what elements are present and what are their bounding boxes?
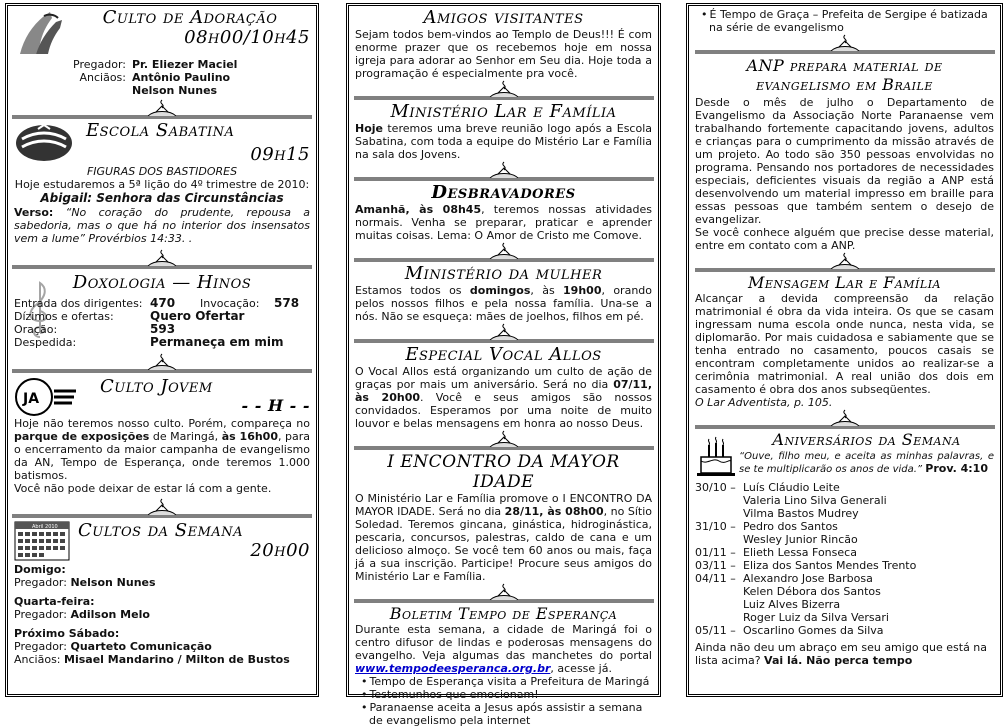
escola-intro: Hoje estudaremos a 5ª lição do 4º trimestre de 2010:: [14, 178, 310, 191]
anp-title: ANP prepara material de evangelismo em Braile: [746, 56, 943, 94]
list-item: 05/11 – Oscarlino Gomes da Silva: [695, 624, 884, 637]
culto-jovem-text: Hoje não teremos nosso culto. Porém, compareça no parque de exposições de Maringá, às 16h00, para o encerramento da maior campanha de evangelismo da AN, Tempo de Esperança, onde teremos 1.000 batismos.: [14, 417, 310, 482]
list-item: • Testemunhos que emocionam!: [355, 688, 652, 701]
bible-lamp-divider: [355, 583, 652, 605]
pregador-label: Pregador:: [14, 608, 67, 621]
culto-jovem-text2: Você não pode deixar de estar lá com a gente.: [14, 482, 272, 495]
culto-jovem-section: [14, 377, 310, 417]
anp-text2: Se você conhece alguém que precise desse material, entre em contato com a ANP.: [695, 226, 994, 252]
list-item: 04/11 – Alexandro Jose Barbosa: [695, 572, 873, 585]
escola-sabatina-section: [14, 121, 310, 165]
portal-link[interactable]: www.tempodeesperanca.org.br: [355, 662, 551, 675]
anciao-name: Nelson Nunes: [132, 84, 218, 97]
list-item: • Tempo de Esperança visita a Prefeitura de Maringá: [355, 675, 652, 688]
domingo-pregador: Nelson Nunes: [70, 576, 156, 589]
verso-paragraph: [14, 206, 310, 245]
cultos-semana-section: [14, 521, 310, 561]
bible-lamp-divider: [14, 495, 310, 521]
desbravadores-text: Amanhã, às 08h45, teremos nossas atividades normais. Venha se preparar, praticar e aprender muitas coisas. Lema: O Amor de Cristo me Comove.: [355, 203, 652, 242]
amigos-title: Amigos visitantes: [423, 7, 584, 28]
verso-label: Verso:: [14, 206, 54, 219]
list-item: 31/10 – Pedro dos Santos: [695, 520, 838, 533]
calendar-icon: [14, 521, 72, 561]
boletim-list: [355, 675, 652, 727]
oracao-hymn: 593: [150, 322, 176, 336]
dizimos-hymn: Quero Ofertar: [150, 309, 245, 323]
especial-vocal-title: Especial Vocal Allos: [405, 344, 602, 365]
ja-logo-text: JA: [23, 391, 40, 407]
oracao-label: Oração:: [14, 323, 58, 336]
music-clef-icon: [24, 279, 54, 339]
pregador-name: Pr. Eliezer Maciel: [132, 58, 238, 71]
sabado-label: Próximo Sábado:: [14, 627, 120, 640]
bible-lamp-divider: [355, 80, 652, 102]
culto-adoracao-time: 08h00/10h45: [184, 27, 310, 48]
encontro-title: I ENCONTRO DA MAYOR IDADE: [387, 452, 620, 492]
aniversarios-header: [695, 431, 994, 477]
ministerio-mulher-text: Estamos todos os domingos, às 19h00, orando pelos nossos filhos e pela nossa família. Una-se a nós. Não se esqueça: mães de joelhos, filhos em pé.: [355, 284, 652, 323]
mensagem-source: O Lar Adventista, p. 105.: [695, 396, 833, 409]
anp-text: Desde o mês de julho o Departamento de Evangelismo da Associação Norte Paranaense vem trabalhando fortemente capacitando jovens, adultos e crianças para o cumprimento da missão através de um projeto. Ao todo são 350 pessoas envolvidas no programa. Pensando nos portadores de necessidades especiais, deficientes visuais da região a ANP está desenvolvendo um material impresso em braille para essas pessoas que também sentem o desejo de evangelizar.: [695, 96, 994, 226]
cultos-semana-title: Cultos da Semana: [78, 520, 244, 541]
bible-lamp-divider: [695, 252, 994, 274]
culto-jovem-time: - - H - -: [241, 396, 310, 415]
church-logo-icon: [14, 121, 76, 163]
invocacao-hymn: 578: [274, 296, 300, 310]
mensagem-title: Mensagem Lar e Família: [748, 273, 941, 292]
aniversarios-footer: Ainda não deu um abraço em seu amigo que está na lista acima? Vai lá. Não perca tempo: [695, 641, 988, 667]
list-item: 03/11 – Eliza dos Santos Mendes Trento: [695, 559, 917, 572]
column-middle: [346, 3, 661, 727]
mensagem-text: Alcançar a devida compreensão da relação matrimonial é obra da vida inteira. Os que se casam ingressam numa escola onde nunca, nesta vida, se diplomarão. Por mais cuidadosa e sabiamente que se tenha entrado no casamento, poucos casais se encontram completamente unidos ao realizar-se a cerimônia matrimonial. A real união dos dois em casamento é obra dos anos subseqüentes.: [695, 292, 994, 396]
especial-vocal-text: O Vocal Allos está organizando um culto de ação de graças por mais um aniversário. Será no dia 07/11, às 20h00. Você e seus amigos são nossos convidados. Esperamos por uma noite de muito louvor e belas mensagens em honra ao nosso Deus.: [355, 365, 652, 430]
praying-hands-icon: [14, 8, 70, 58]
escola-sabatina-time: 09h15: [250, 144, 310, 165]
bible-lamp-divider: [355, 161, 652, 183]
list-item: Vilma Bastos Mudrey: [743, 507, 859, 520]
encontro-text: O Ministério Lar e Família promove o I ENCONTRO DA MAYOR IDADE. Será no dia 28/11, às 08h00, no Sítio Soledad. Teremos gincana, ginástica, hidroginástica, pescaria, concursos, palestras, caldo de cana e um delicioso almoço. Se você tem 60 anos ou mais, faça já a sua inscrição. Participe! Procure seus amigos do Ministério Lar e Família.: [355, 492, 653, 583]
list-item: Kelen Débora dos Santos: [743, 585, 881, 598]
desbravadores-title: Desbravadores: [431, 182, 576, 203]
despedida-hymn: Permaneça em mim: [150, 335, 284, 349]
dizimos-label: Dízimos e ofertas:: [14, 310, 114, 323]
quarta-label: Quarta-feira:: [14, 595, 95, 608]
ja-logo-icon: [14, 377, 80, 417]
escola-sabatina-title: Escola Sabatina: [86, 120, 235, 141]
boletim-title: Boletim Tempo de Esperança: [389, 604, 618, 623]
pregador-label: Pregador:: [14, 640, 67, 653]
list-item: Valeria Lino Silva Generali: [743, 494, 887, 507]
culto-adoracao-title: Culto de Adoração: [102, 7, 278, 28]
aniversarios-quote: “Ouve, filho meu, e aceita as minhas palavras, e se te multiplicarão os anos de vida.” Prov. 4:10: [739, 451, 994, 475]
verso-text: “No coração do prudente, repousa a sabedoria, mas o que há no interior dos insensatos vem a lume” Provérbios 14:33. .: [14, 206, 311, 245]
list-item: • Paranaense aceita a Jesus após assistir a semana de evangelismo pela internet: [355, 701, 652, 727]
lesson-title: Abigail: Senhora das Circunstâncias: [40, 191, 284, 205]
column-right: [686, 3, 1003, 697]
pregador-label: Pregador:: [14, 576, 67, 589]
bible-lamp-divider: [355, 430, 652, 452]
ministerio-lar-text: Hoje teremos uma breve reunião logo após a Escola Sabatina, com toda a equipe do Mistério Lar e Família na sala dos Jovens.: [355, 122, 653, 161]
domingo-label: Domigo:: [14, 563, 66, 576]
culto-adoracao-section: [14, 8, 310, 58]
anciao-name: Antônio Paulino: [132, 71, 231, 84]
list-item: Roger Luiz da Silva Versari: [743, 611, 889, 624]
sabado-ancioes: Misael Mandarino / Milton de Bustos: [64, 653, 290, 666]
cultos-semana-time: 20h00: [250, 540, 310, 561]
bible-lamp-divider: [14, 245, 310, 273]
ancioes-label: Anciãos:: [79, 71, 126, 84]
bible-lamp-divider: [14, 97, 310, 121]
bible-lamp-divider: [355, 323, 652, 345]
invocacao-label: Invocação:: [200, 297, 260, 310]
calendar-label: Abril 2010: [32, 524, 58, 530]
escola-subtitle: FIGURAS DOS BASTIDORES: [86, 165, 238, 178]
list-item: Luiz Alves Bizerra: [743, 598, 841, 611]
sabado-pregador: Quarteto Comunicação: [70, 640, 212, 653]
birthday-cake-icon: [695, 431, 739, 477]
bible-lamp-divider: [14, 349, 310, 377]
bible-lamp-divider: [695, 409, 994, 431]
ancioes-label: Anciãos:: [14, 653, 61, 666]
birthday-list: [695, 481, 994, 637]
entrada-hymn: 470: [150, 296, 176, 310]
pregador-label: Pregador:: [73, 58, 126, 71]
ministerio-mulher-title: Ministério da mulher: [404, 263, 603, 284]
bible-lamp-divider: [695, 34, 994, 56]
boletim-text: Durante esta semana, a cidade de Maringá foi o centro difusor de lindas e poderosas mensagens do evangelho. Veja algumas das manchetes do portal www.tempodeesperanca.org.br, acesse já.: [355, 623, 652, 675]
amigos-text: Sejam todos bem-vindos ao Templo de Deus!!! É com enorme prazer que os recebemos hoje em nossa igreja para adorar ao Senhor em Seu dia. Hoje toda a programação é especialmente pra você.: [355, 28, 652, 80]
column-left: [5, 3, 319, 697]
list-item: • É Tempo de Graça – Prefeita de Sergipe é batizada na série de evangelismo: [695, 8, 994, 34]
aniversarios-title: Aniversários da Semana: [772, 430, 961, 449]
culto-jovem-title: Culto Jovem: [100, 376, 213, 397]
doxologia-title: Doxologia — Hinos: [72, 272, 252, 293]
bible-lamp-divider: [355, 242, 652, 264]
list-item: 01/11 – Elieth Lessa Fonseca: [695, 546, 857, 559]
list-item: Wesley Junior Rincão: [743, 533, 858, 546]
list-item: 30/10 – Luís Cláudio Leite: [695, 481, 840, 494]
top-list: [695, 8, 994, 34]
ministerio-lar-title: Ministério Lar e Família: [390, 101, 617, 122]
doxologia-section: [14, 273, 310, 349]
despedida-label: Despedida:: [14, 336, 77, 349]
quarta-pregador: Adilson Melo: [70, 608, 150, 621]
entrada-label: Entrada dos dirigentes:: [14, 297, 143, 310]
